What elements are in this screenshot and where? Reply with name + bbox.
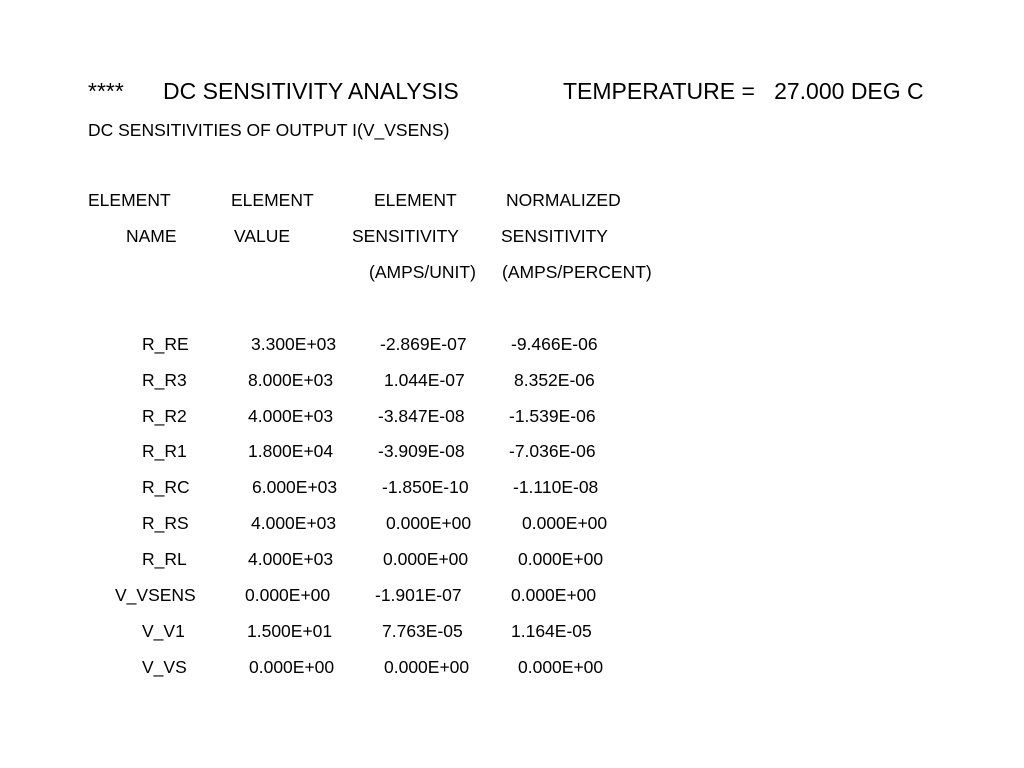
table-row — [0, 623, 1024, 643]
element-value: 4.000E+03 — [248, 549, 334, 569]
normalized-sensitivity: 0.000E+00 — [518, 549, 604, 569]
element-value: 6.000E+03 — [252, 477, 338, 497]
element-value: 4.000E+03 — [248, 406, 334, 426]
element-name: R_R3 — [142, 370, 187, 390]
element-sensitivity: -1.901E-07 — [375, 585, 462, 605]
col-header-amps-percent: (AMPS/PERCENT) — [502, 262, 652, 282]
col-header-element-2: ELEMENT — [231, 190, 314, 210]
element-name: R_RL — [142, 549, 187, 569]
normalized-sensitivity: -1.110E-08 — [513, 477, 599, 497]
element-value: 1.800E+04 — [248, 441, 334, 461]
element-name: V_VS — [142, 657, 187, 677]
col-header-name: NAME — [126, 226, 177, 246]
table-row — [0, 479, 1024, 499]
subtitle: DC SENSITIVITIES OF OUTPUT I(V_VSENS) — [88, 120, 450, 140]
table-row — [0, 515, 1024, 535]
col-header-value: VALUE — [234, 226, 291, 246]
element-value: 0.000E+00 — [249, 657, 335, 677]
normalized-sensitivity: 0.000E+00 — [522, 513, 608, 533]
element-sensitivity: 0.000E+00 — [384, 657, 470, 677]
temperature-label: TEMPERATURE = 27.000 DEG C — [563, 78, 924, 104]
element-value: 0.000E+00 — [245, 585, 331, 605]
element-sensitivity: 1.044E-07 — [384, 370, 465, 390]
element-sensitivity: 0.000E+00 — [386, 513, 472, 533]
col-header-norm-sensitivity: SENSITIVITY — [501, 226, 608, 246]
element-name: R_RS — [142, 513, 189, 533]
col-header-normalized: NORMALIZED — [506, 190, 621, 210]
element-sensitivity: -1.850E-10 — [382, 477, 469, 497]
normalized-sensitivity: -7.036E-06 — [509, 441, 596, 461]
col-header-element-3: ELEMENT — [374, 190, 457, 210]
element-name: R_RC — [142, 477, 190, 497]
element-sensitivity: 0.000E+00 — [383, 549, 469, 569]
element-value: 1.500E+01 — [247, 621, 333, 641]
col-header-amps-unit: (AMPS/UNIT) — [369, 262, 476, 282]
table-row — [0, 408, 1024, 428]
table-row — [0, 587, 1024, 607]
element-value: 4.000E+03 — [251, 513, 337, 533]
element-name: R_RE — [142, 334, 189, 354]
element-sensitivity: -3.909E-08 — [378, 441, 465, 461]
table-row — [0, 336, 1024, 356]
table-row — [0, 372, 1024, 392]
element-name: V_V1 — [142, 621, 185, 641]
normalized-sensitivity: 8.352E-06 — [514, 370, 595, 390]
normalized-sensitivity: 0.000E+00 — [518, 657, 604, 677]
element-value: 8.000E+03 — [248, 370, 334, 390]
table-row — [0, 443, 1024, 463]
normalized-sensitivity: 0.000E+00 — [511, 585, 597, 605]
normalized-sensitivity: -9.466E-06 — [511, 334, 598, 354]
element-name: V_VSENS — [115, 585, 196, 605]
col-header-sensitivity: SENSITIVITY — [352, 226, 459, 246]
col-header-element-1: ELEMENT — [88, 190, 171, 210]
element-sensitivity: 7.763E-05 — [382, 621, 463, 641]
normalized-sensitivity: -1.539E-06 — [509, 406, 596, 426]
table-row — [0, 659, 1024, 679]
table-row — [0, 551, 1024, 571]
normalized-sensitivity: 1.164E-05 — [511, 621, 592, 641]
element-value: 3.300E+03 — [251, 334, 337, 354]
element-sensitivity: -2.869E-07 — [380, 334, 467, 354]
element-name: R_R1 — [142, 441, 187, 461]
header-stars: **** — [88, 78, 124, 104]
element-name: R_R2 — [142, 406, 187, 426]
analysis-title: DC SENSITIVITY ANALYSIS — [163, 78, 459, 104]
element-sensitivity: -3.847E-08 — [378, 406, 465, 426]
